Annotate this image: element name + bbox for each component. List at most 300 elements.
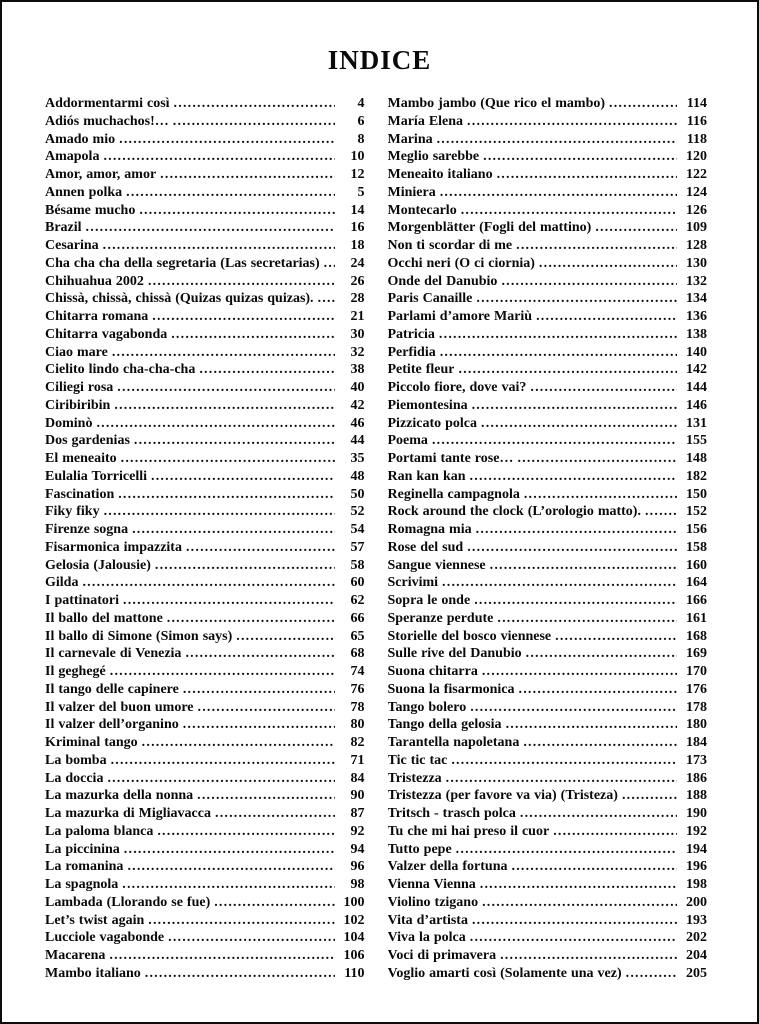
dot-leader xyxy=(151,468,334,486)
index-entry-row xyxy=(45,912,365,930)
index-entry-row xyxy=(388,858,708,876)
dot-leader xyxy=(134,432,335,450)
entry-page-number: 32 xyxy=(350,344,365,360)
index-entry-row xyxy=(45,468,365,486)
entry-page-number: 100 xyxy=(343,894,365,910)
index-entry-row xyxy=(388,290,708,308)
entry-title: Voglio amarti così (Solamente una vez) xyxy=(387,965,622,981)
entry-title: Suona chitarra xyxy=(387,664,478,679)
entry-title: Gilda xyxy=(45,575,79,591)
entry-page-number: 122 xyxy=(686,167,707,182)
entry-title: Amado mio xyxy=(45,131,116,147)
dot-leader xyxy=(442,574,677,592)
index-entry-row xyxy=(45,894,365,912)
index-entry-row xyxy=(388,628,708,646)
entry-title: Tic tic tac xyxy=(387,752,448,768)
index-entry-row xyxy=(45,699,365,717)
entry-page-number: 6 xyxy=(357,113,365,129)
entry-title: Poema xyxy=(387,433,428,449)
entry-page-number: 74 xyxy=(350,664,365,679)
page-title: INDICE xyxy=(327,45,432,75)
entry-title: Tristezza xyxy=(387,770,442,786)
entry-title: Vienna Vienna xyxy=(387,877,476,892)
entry-page-number: 161 xyxy=(686,610,707,626)
dot-leader xyxy=(118,486,334,504)
dot-leader xyxy=(123,592,335,610)
index-entry-row xyxy=(45,628,365,646)
dot-leader xyxy=(126,184,334,202)
index-entry-row xyxy=(388,645,708,663)
index-entry-row xyxy=(45,450,365,468)
dot-leader xyxy=(86,219,335,237)
entry-title: Valzer della fortuna xyxy=(387,859,508,875)
dot-leader xyxy=(168,929,334,947)
index-entry-row xyxy=(388,699,708,717)
index-entry-row xyxy=(388,557,708,575)
dot-leader xyxy=(145,965,335,983)
dot-leader xyxy=(476,290,677,308)
entry-title: Rock around the clock (L’orologio matto). xyxy=(387,504,641,520)
dot-leader xyxy=(440,184,677,202)
dot-leader xyxy=(121,450,335,468)
dot-leader xyxy=(516,237,677,255)
dot-leader xyxy=(472,397,677,415)
dot-leader xyxy=(523,734,677,752)
dot-leader xyxy=(595,219,677,237)
index-entry-row xyxy=(45,415,365,433)
entry-page-number: 118 xyxy=(686,131,707,147)
entry-page-number: 62 xyxy=(350,593,365,608)
dot-leader xyxy=(236,628,334,646)
entry-page-number: 54 xyxy=(350,522,365,537)
entry-page-number: 78 xyxy=(350,699,365,715)
entry-title: Chihuahua 2002 xyxy=(45,273,144,289)
dot-leader xyxy=(626,965,677,983)
index-entry-row xyxy=(388,876,708,894)
entry-page-number: 68 xyxy=(350,646,365,662)
entry-title: Amor, amor, amor xyxy=(45,167,157,182)
index-entry-row xyxy=(45,148,365,166)
dot-leader xyxy=(526,645,677,663)
entry-title: Il ballo di Simone (Simon says) xyxy=(45,628,233,644)
entry-page-number: 58 xyxy=(350,557,365,573)
entry-title: Rose del sud xyxy=(387,539,464,555)
entry-page-number: 182 xyxy=(686,468,707,484)
entry-title: Il valzer dell’organino xyxy=(45,717,179,733)
dot-leader xyxy=(476,521,677,539)
index-entry-row xyxy=(388,237,708,255)
entry-page-number: 42 xyxy=(350,397,365,413)
entry-page-number: 190 xyxy=(686,806,707,821)
entry-page-number: 12 xyxy=(350,167,365,182)
entry-page-number: 164 xyxy=(686,575,707,591)
entry-page-number: 35 xyxy=(350,451,365,466)
entry-page-number: 38 xyxy=(350,362,365,378)
index-entry-row xyxy=(388,947,708,965)
entry-title: Pizzicato polca xyxy=(387,415,478,431)
entry-page-number: 180 xyxy=(686,717,707,733)
entry-title: Cesarina xyxy=(45,238,99,253)
entry-title: Tu che mi hai preso il cuor xyxy=(387,823,550,839)
entry-title: María Elena xyxy=(387,113,464,129)
entry-page-number: 21 xyxy=(350,309,365,324)
index-entry-row xyxy=(388,131,708,149)
entry-title: Marina xyxy=(387,131,433,147)
entry-page-number: 26 xyxy=(350,273,365,289)
dot-leader xyxy=(467,539,677,557)
entry-title: Tutto pepe xyxy=(387,841,452,857)
index-entry-row xyxy=(45,965,365,983)
index-entry-row xyxy=(45,290,365,308)
entry-title: Patricia xyxy=(387,326,435,342)
entry-page-number: 192 xyxy=(686,823,707,839)
dot-leader xyxy=(103,148,334,166)
index-entry-row xyxy=(45,379,365,397)
entry-title: Addormentarmi così xyxy=(45,96,170,111)
entry-page-number: 98 xyxy=(350,877,365,892)
entry-title: Morgenblätter (Fogli del mattino) xyxy=(387,220,592,236)
entry-page-number: 136 xyxy=(686,309,707,324)
dot-leader xyxy=(215,805,335,823)
entry-page-number: 144 xyxy=(686,380,707,395)
entry-title: La piccinina xyxy=(45,841,120,857)
entry-title: I pattinatori xyxy=(45,593,119,608)
index-entry-row xyxy=(45,202,365,220)
index-column-right xyxy=(388,95,708,983)
index-entry-row xyxy=(45,131,365,149)
index-entry-row xyxy=(388,521,708,539)
entry-title: Dominò xyxy=(45,415,93,431)
index-entry-row xyxy=(45,166,365,184)
dot-leader xyxy=(117,379,334,397)
index-entry-row xyxy=(45,237,365,255)
index-entry-row xyxy=(45,361,365,379)
dot-leader xyxy=(490,557,677,575)
entry-page-number: 170 xyxy=(686,664,707,679)
dot-leader xyxy=(472,912,677,930)
dot-leader xyxy=(497,610,677,628)
dot-leader xyxy=(214,894,334,912)
entry-title: Il valzer del buon umore xyxy=(45,699,194,715)
dot-leader xyxy=(198,699,335,717)
entry-page-number: 176 xyxy=(686,681,707,697)
entry-title: Tarantella napoletana xyxy=(387,735,520,750)
index-entry-row xyxy=(45,787,365,805)
index-entry-row xyxy=(388,308,708,326)
index-entry-row xyxy=(388,432,708,450)
entry-title: Sulle rive del Danubio xyxy=(387,646,522,662)
dot-leader xyxy=(119,131,334,149)
index-entry-row xyxy=(388,539,708,557)
index-entry-row xyxy=(388,734,708,752)
index-entry-row xyxy=(388,770,708,788)
index-entry-row xyxy=(388,965,708,983)
index-entry-row xyxy=(388,681,708,699)
entry-title: Meglio sarebbe xyxy=(387,149,480,165)
entry-page-number: 66 xyxy=(350,610,365,626)
entry-page-number: 194 xyxy=(686,841,707,857)
entry-page-number: 76 xyxy=(350,681,365,697)
entry-page-number: 84 xyxy=(350,770,365,786)
entry-page-number: 169 xyxy=(686,646,707,662)
dot-leader xyxy=(497,166,677,184)
dot-leader xyxy=(122,876,334,894)
entry-page-number: 110 xyxy=(344,965,365,981)
entry-page-number: 120 xyxy=(686,149,707,165)
entry-page-number: 114 xyxy=(686,96,707,111)
entry-title: Tango bolero xyxy=(387,699,467,715)
entry-title: Tango della gelosia xyxy=(387,717,502,733)
dot-leader xyxy=(539,255,677,273)
entry-page-number: 80 xyxy=(350,717,365,733)
entry-page-number: 202 xyxy=(686,930,707,946)
entry-page-number: 166 xyxy=(686,593,707,608)
entry-page-number: 204 xyxy=(686,948,707,963)
index-entry-row xyxy=(388,184,708,202)
entry-title: La spagnola xyxy=(45,877,119,892)
entry-title: Petite fleur xyxy=(387,362,455,378)
entry-page-number: 140 xyxy=(686,344,707,360)
dot-leader xyxy=(530,379,677,397)
dot-leader xyxy=(103,237,335,255)
entry-title: La paloma blanca xyxy=(45,823,154,839)
index-entry-row xyxy=(45,734,365,752)
entry-page-number: 109 xyxy=(686,220,707,236)
index-entry-row xyxy=(388,361,708,379)
dot-leader xyxy=(186,539,335,557)
entry-title: Sangue viennese xyxy=(387,557,486,573)
entry-page-number: 28 xyxy=(350,291,365,307)
entry-title: Ciribiribin xyxy=(45,397,111,413)
entry-title: Non ti scordar di me xyxy=(387,238,513,253)
dot-leader xyxy=(324,255,335,273)
index-entry-row xyxy=(388,344,708,362)
entry-page-number: 92 xyxy=(350,823,365,839)
dot-leader xyxy=(553,823,677,841)
entry-title: Lucciole vagabonde xyxy=(45,930,165,946)
entry-page-number: 146 xyxy=(686,397,707,413)
entry-title: Piemontesina xyxy=(387,397,468,413)
dot-leader xyxy=(622,787,677,805)
entry-title: Perfidia xyxy=(387,344,436,360)
index-entry-row xyxy=(45,255,365,273)
entry-page-number: 158 xyxy=(686,539,707,555)
dot-leader xyxy=(474,592,677,610)
entry-title: Occhi neri (O ci ciornia) xyxy=(387,255,535,271)
entry-title: Annen polka xyxy=(45,184,123,200)
entry-page-number: 40 xyxy=(350,380,365,395)
dot-leader xyxy=(109,947,334,965)
index-entry-row xyxy=(45,503,365,521)
entry-title: Violino tzigano xyxy=(387,894,479,910)
index-entry-row xyxy=(388,273,708,291)
index-entry-row xyxy=(45,823,365,841)
entry-title: Cha cha cha della segretaria (Las secretarias) xyxy=(45,255,320,271)
entry-title: Kriminal tango xyxy=(45,735,138,750)
entry-title: Ciliegi rosa xyxy=(45,380,114,395)
dot-leader xyxy=(501,273,677,291)
entry-title: Sopra le onde xyxy=(387,593,471,608)
dot-leader xyxy=(482,663,677,681)
index-entry-row xyxy=(388,663,708,681)
dot-leader xyxy=(104,503,335,521)
dot-leader xyxy=(456,841,677,859)
index-entry-row xyxy=(388,929,708,947)
entry-title: Tritsch - trasch polca xyxy=(387,806,516,821)
dot-leader xyxy=(437,131,677,149)
dot-leader xyxy=(96,415,334,433)
dot-leader xyxy=(173,113,335,131)
dot-leader xyxy=(160,166,334,184)
entry-title: Fiky fiky xyxy=(45,504,100,520)
entry-title: Onde del Danubio xyxy=(387,273,498,289)
entry-title: Paris Canaille xyxy=(387,291,473,307)
index-entry-row xyxy=(388,912,708,930)
index-entry-row xyxy=(388,468,708,486)
dot-leader xyxy=(318,290,335,308)
entry-page-number: 65 xyxy=(350,628,365,644)
entry-page-number: 198 xyxy=(686,877,707,892)
entry-page-number: 87 xyxy=(350,806,365,821)
entry-title: Chitarra vagabonda xyxy=(45,326,168,342)
entry-title: La bomba xyxy=(45,752,107,768)
index-entry-row xyxy=(388,450,708,468)
entry-page-number: 8 xyxy=(357,131,365,147)
entry-title: Gelosia (Jalousie) xyxy=(45,557,151,573)
entry-page-number: 104 xyxy=(343,930,365,946)
index-entry-row xyxy=(45,841,365,859)
entry-title: Montecarlo xyxy=(387,202,457,218)
index-entry-row xyxy=(45,681,365,699)
entry-title: Romagna mia xyxy=(387,522,472,537)
index-entry-row xyxy=(388,894,708,912)
index-entry-row xyxy=(45,273,365,291)
entry-page-number: 102 xyxy=(343,912,365,928)
entry-page-number: 10 xyxy=(350,149,365,165)
entry-page-number: 71 xyxy=(350,752,365,768)
entry-page-number: 82 xyxy=(350,735,365,750)
entry-title: Mambo jambo (Que rico el mambo) xyxy=(387,96,606,111)
index-entry-row xyxy=(45,397,365,415)
index-entry-row xyxy=(45,610,365,628)
dot-leader xyxy=(139,202,334,220)
index-entry-row xyxy=(45,805,365,823)
index-entry-row xyxy=(388,805,708,823)
dot-leader xyxy=(148,273,335,291)
dot-leader xyxy=(82,574,334,592)
entry-page-number: 130 xyxy=(686,255,707,271)
index-entry-row xyxy=(388,610,708,628)
dot-leader xyxy=(439,326,677,344)
entry-page-number: 126 xyxy=(686,202,707,218)
entry-page-number: 148 xyxy=(686,451,707,466)
index-entry-row xyxy=(45,326,365,344)
index-entry-row xyxy=(45,716,365,734)
entry-page-number: 131 xyxy=(686,415,707,431)
entry-title: Miniera xyxy=(387,184,436,200)
dot-leader xyxy=(155,557,335,575)
entry-title: Fisarmonica impazzita xyxy=(45,539,182,555)
dot-leader xyxy=(470,699,677,717)
entry-page-number: 124 xyxy=(686,184,707,200)
entry-title: Chitarra romana xyxy=(45,309,149,324)
entry-page-number: 60 xyxy=(350,575,365,591)
dot-leader xyxy=(480,876,677,894)
dot-leader xyxy=(185,645,334,663)
entry-title: Fascination xyxy=(45,486,115,502)
entry-title: Ran kan kan xyxy=(387,468,466,484)
entry-page-number: 156 xyxy=(686,522,707,537)
index-entry-row xyxy=(388,841,708,859)
index-entry-row xyxy=(388,415,708,433)
index-entry-row xyxy=(388,148,708,166)
dot-leader xyxy=(132,521,334,539)
entry-title: La doccia xyxy=(45,770,104,786)
entry-page-number: 128 xyxy=(686,238,707,253)
entry-title: El meneaito xyxy=(45,451,117,466)
dot-leader xyxy=(482,894,677,912)
dot-leader xyxy=(110,663,335,681)
index-entry-row xyxy=(45,663,365,681)
entry-page-number: 178 xyxy=(686,699,707,715)
dot-leader xyxy=(555,628,677,646)
dot-leader xyxy=(506,716,677,734)
dot-leader xyxy=(183,716,335,734)
index-entry-row xyxy=(388,574,708,592)
dot-leader xyxy=(483,148,677,166)
index-entry-row xyxy=(45,770,365,788)
entry-title: Brazil xyxy=(45,220,82,236)
entry-title: Parlami d’amore Mariù xyxy=(387,309,533,324)
entry-title: Meneaito italiano xyxy=(387,167,493,182)
entry-title: Ciao mare xyxy=(45,344,108,360)
index-entry-row xyxy=(45,858,365,876)
dot-leader xyxy=(107,770,334,788)
entry-page-number: 50 xyxy=(350,486,365,502)
entry-title: Voci di primavera xyxy=(387,948,497,963)
entry-title: Chissà, chissà, chissà (Quizas quizas quizas). xyxy=(45,291,314,307)
entry-title: Eulalia Torricelli xyxy=(45,468,148,484)
dot-leader xyxy=(446,770,677,788)
entry-page-number: 57 xyxy=(350,539,365,555)
dot-leader xyxy=(114,397,334,415)
index-entry-row xyxy=(45,184,365,202)
entry-title: La mazurka della nonna xyxy=(45,788,194,804)
entry-title: Bésame mucho xyxy=(45,202,136,218)
entry-page-number: 48 xyxy=(350,468,365,484)
entry-title: Amapola xyxy=(45,149,100,165)
index-entry-row xyxy=(45,645,365,663)
dot-leader xyxy=(112,344,335,362)
entry-title: Piccolo fiore, dove vai? xyxy=(387,380,527,395)
entry-title: Adiós muchachos!… xyxy=(45,113,169,129)
dot-leader xyxy=(470,929,677,947)
index-entry-row xyxy=(388,326,708,344)
dot-leader xyxy=(458,361,677,379)
dot-leader xyxy=(199,361,334,379)
dot-leader xyxy=(519,681,677,699)
entry-page-number: 106 xyxy=(343,948,365,963)
entry-title: Macarena xyxy=(45,948,106,963)
index-entry-row xyxy=(45,592,365,610)
index-entry-row xyxy=(45,557,365,575)
entry-title: Il geghegé xyxy=(45,664,106,679)
dot-leader xyxy=(174,95,335,113)
index-entry-row xyxy=(45,521,365,539)
index-entry-row xyxy=(388,255,708,273)
index-entry-row xyxy=(45,929,365,947)
entry-page-number: 200 xyxy=(686,894,707,910)
